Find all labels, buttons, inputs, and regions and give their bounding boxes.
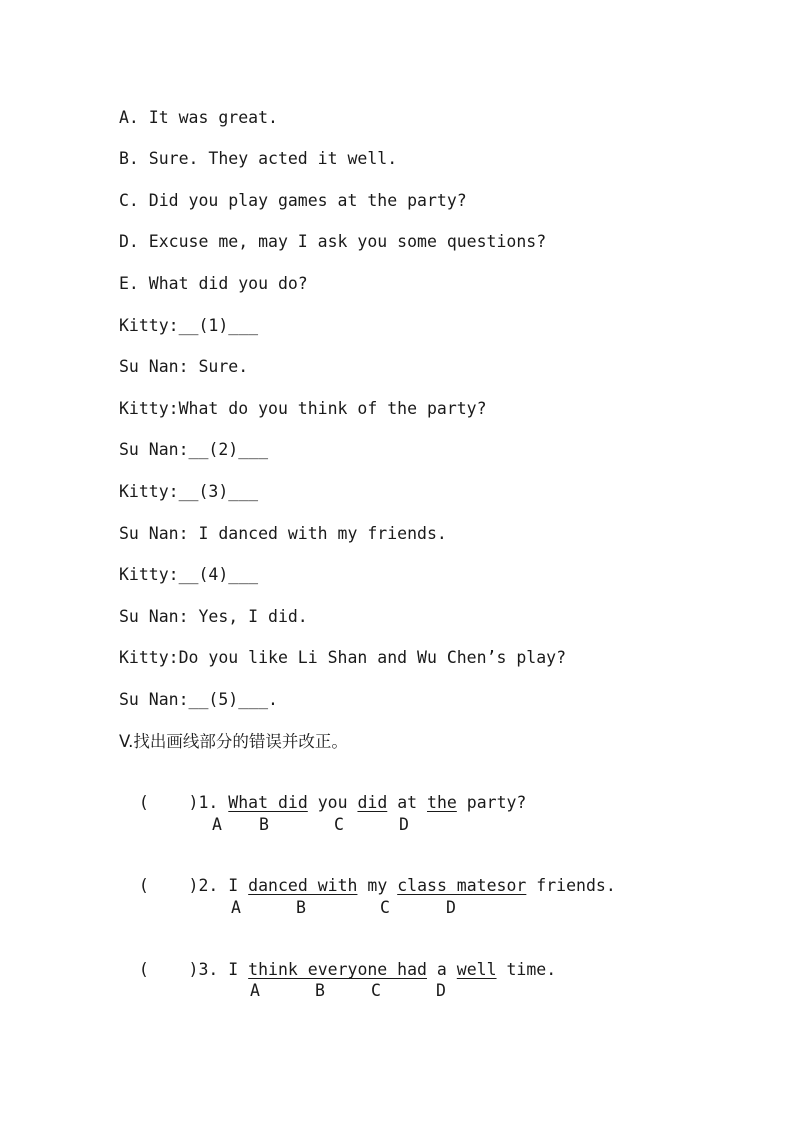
letter-a: A bbox=[212, 815, 222, 834]
question-number: 2. bbox=[198, 876, 229, 895]
dialogue-line: Su Nan: Yes, I did. bbox=[119, 607, 308, 626]
underlined-segment: What did bbox=[228, 793, 308, 812]
plain-segment: I bbox=[228, 876, 249, 895]
dialogue-line: Kitty:__(4)___ bbox=[119, 565, 259, 584]
plain-segment: friends. bbox=[526, 876, 616, 895]
option-e: E. What did you do? bbox=[119, 274, 308, 293]
plain-segment: a bbox=[426, 960, 457, 979]
question-number: 1. bbox=[198, 793, 229, 812]
dialogue-line: Su Nan: Sure. bbox=[119, 357, 249, 376]
dialogue-line: Kitty:What do you think of the party? bbox=[119, 399, 487, 418]
question-2 bbox=[119, 856, 616, 896]
question-1 bbox=[119, 773, 526, 813]
question-number: 3. bbox=[198, 960, 229, 979]
letter-d: D bbox=[399, 815, 409, 834]
plain-segment: at bbox=[387, 793, 428, 812]
letter-b: B bbox=[315, 981, 325, 1000]
letter-b: B bbox=[259, 815, 269, 834]
plain-segment: time. bbox=[496, 960, 557, 979]
underlined-segment: well bbox=[456, 960, 497, 979]
option-d: D. Excuse me, may I ask you some questions? bbox=[119, 232, 547, 251]
dialogue-line: Kitty:Do you like Li Shan and Wu Chen’s play? bbox=[119, 648, 567, 667]
letter-c: C bbox=[334, 815, 344, 834]
option-b: B. Sure. They acted it well. bbox=[119, 149, 398, 168]
underlined-segment: did bbox=[357, 793, 388, 812]
dialogue-line: Su Nan:__(5)___. bbox=[119, 690, 278, 709]
option-c: C. Did you play games at the party? bbox=[119, 191, 467, 210]
letter-c: C bbox=[371, 981, 381, 1000]
letter-c: C bbox=[380, 898, 390, 917]
dialogue-line: Kitty:__(3)___ bbox=[119, 482, 259, 501]
dialogue-line: Su Nan: I danced with my friends. bbox=[119, 524, 447, 543]
dialogue-line: Su Nan:__(2)___ bbox=[119, 440, 269, 459]
answer-paren[interactable]: ( ) bbox=[138, 793, 199, 812]
section-heading: V.找出画线部分的错误并改正。 bbox=[119, 732, 348, 751]
plain-segment: you bbox=[307, 793, 358, 812]
answer-paren[interactable]: ( ) bbox=[138, 960, 199, 979]
underlined-segment: the bbox=[427, 793, 457, 812]
answer-paren[interactable]: ( ) bbox=[138, 876, 199, 895]
letter-a: A bbox=[250, 981, 260, 1000]
letter-b: B bbox=[296, 898, 306, 917]
plain-segment: I bbox=[228, 960, 249, 979]
plain-segment: my bbox=[357, 876, 398, 895]
letter-d: D bbox=[436, 981, 446, 1000]
question-3 bbox=[119, 940, 556, 980]
underlined-segment: danced with bbox=[248, 876, 358, 895]
option-a: A. It was great. bbox=[119, 108, 278, 127]
plain-segment: party? bbox=[456, 793, 527, 812]
dialogue-line: Kitty:__(1)___ bbox=[119, 316, 259, 335]
underlined-segment: think everyone had bbox=[248, 960, 427, 979]
underlined-segment: class matesor bbox=[397, 876, 527, 895]
letter-d: D bbox=[446, 898, 456, 917]
letter-a: A bbox=[231, 898, 241, 917]
